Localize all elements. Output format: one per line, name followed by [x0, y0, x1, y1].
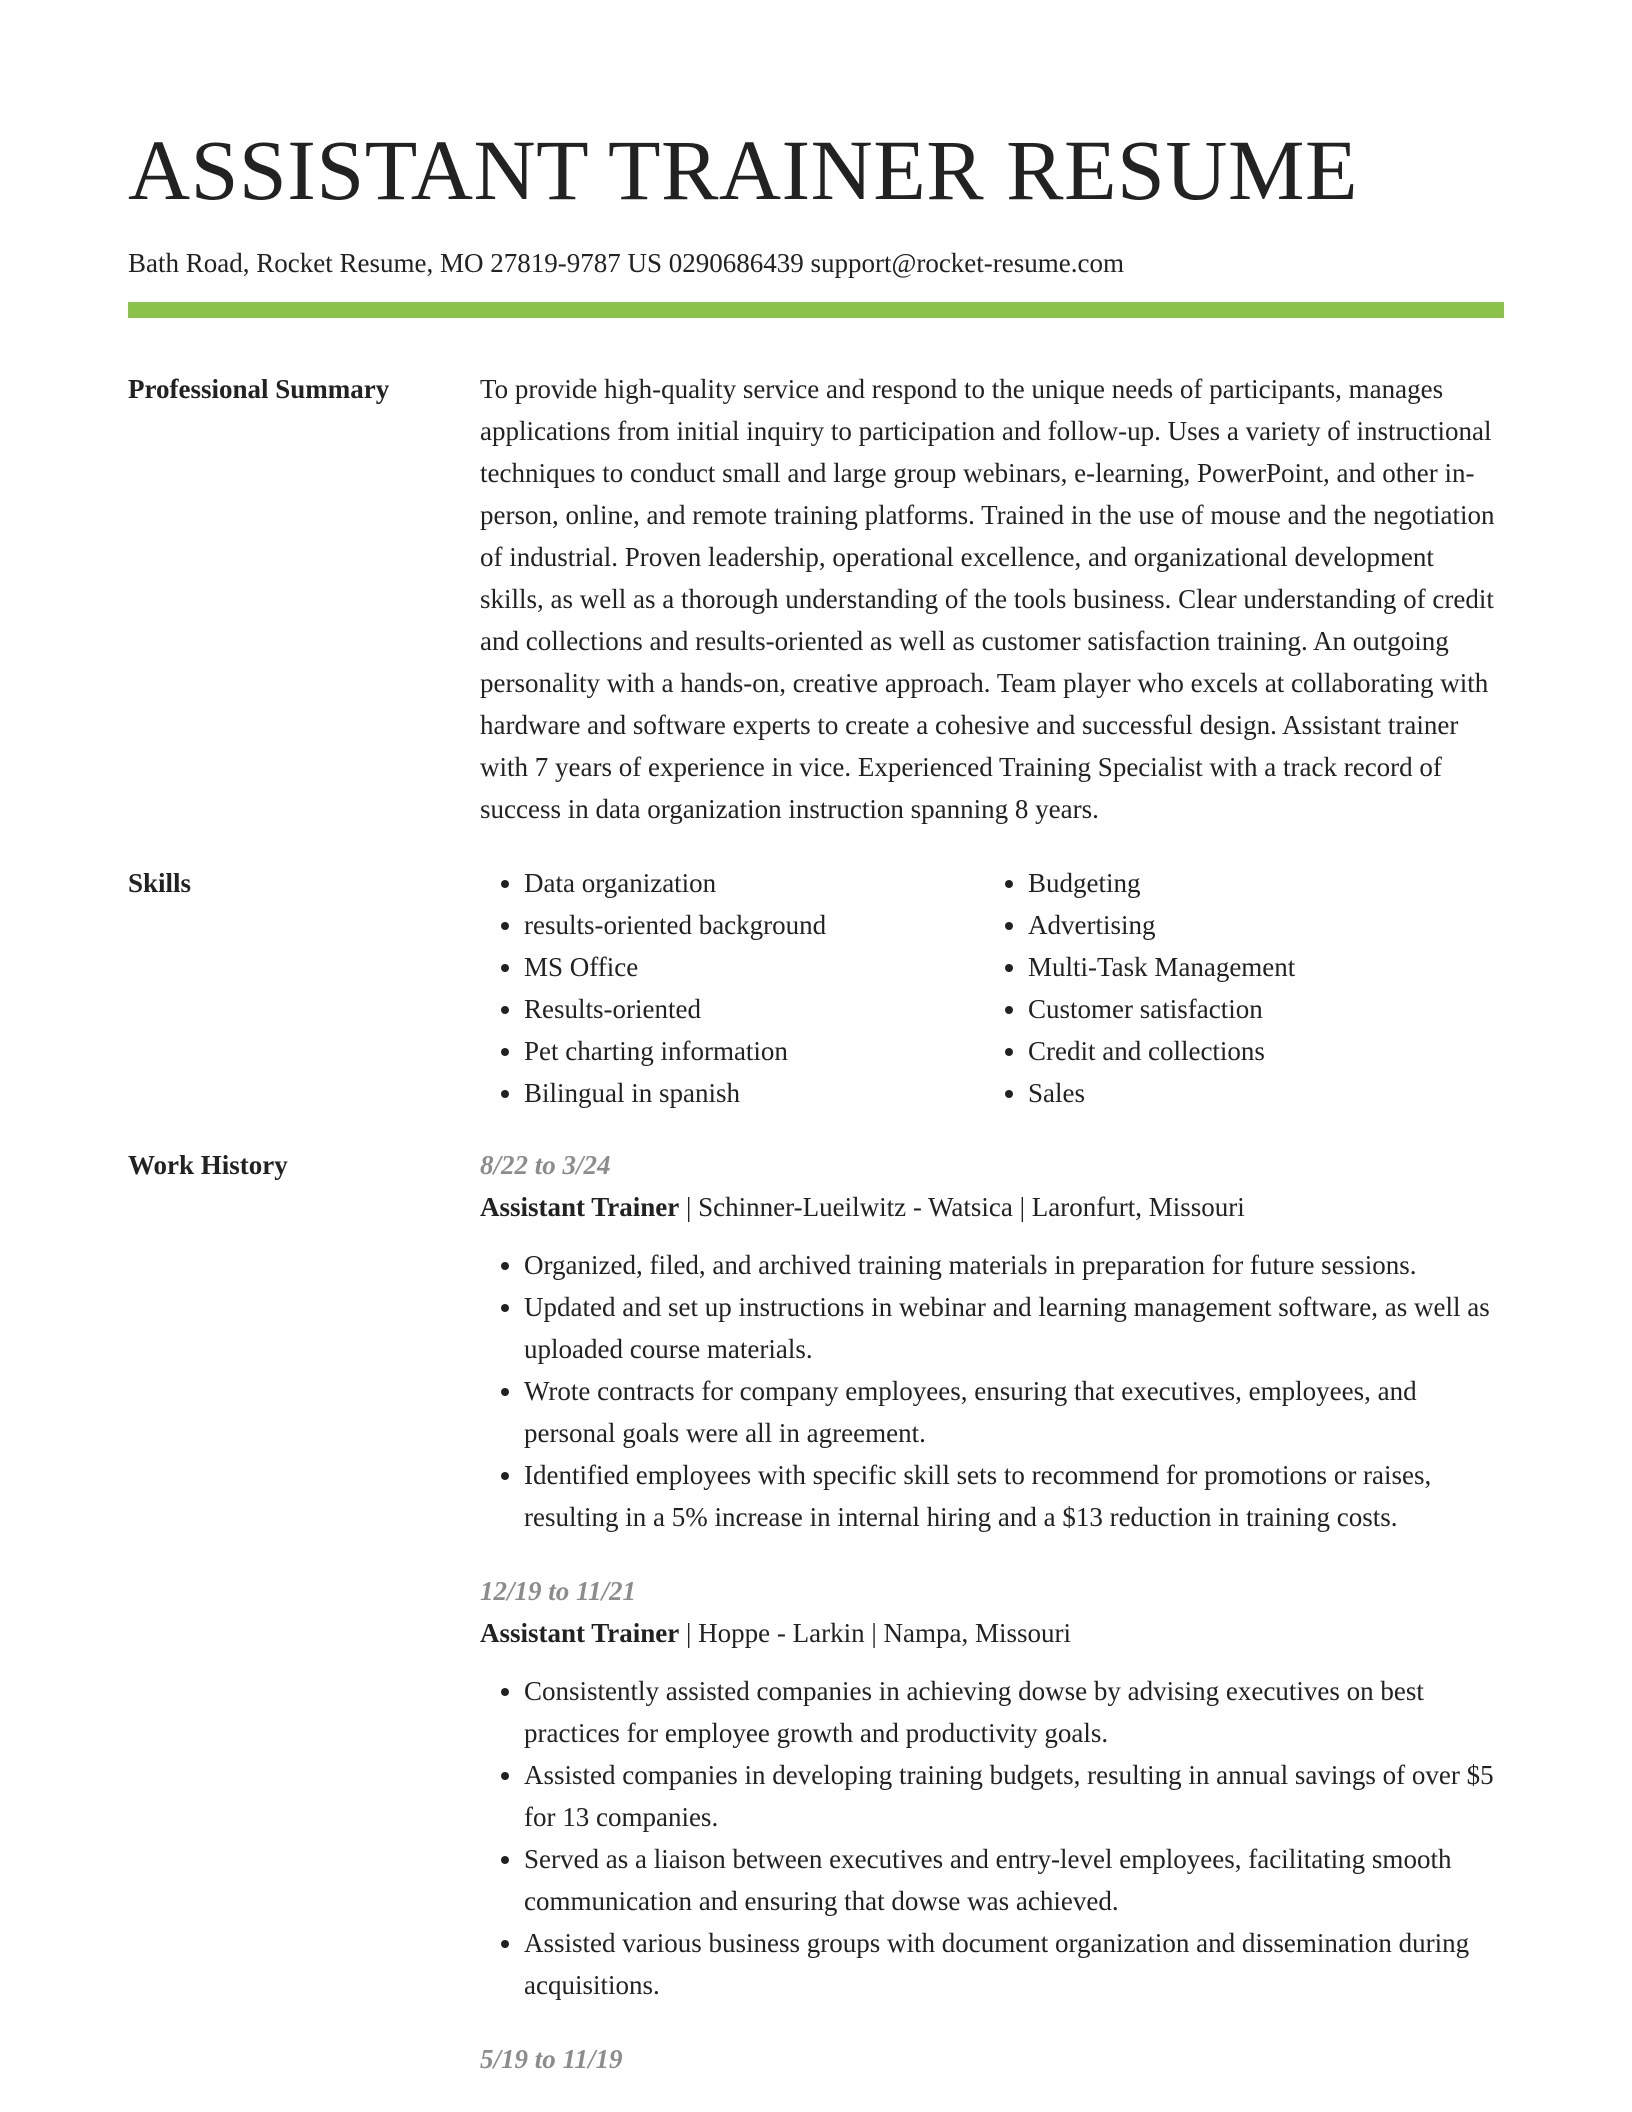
- summary-text: To provide high-quality service and respond to the unique needs of participants, manages applications from initial inquiry to participation and follow-up. Uses a variety of instructional techniques to conduct small and large group webinars, e-learning, PowerPoint, and other in-person, online, and remote training platforms. Trained in the use of mouse and the negotiation of industrial. Proven leadership, operational excellence, and organizational development skills, as well as a thorough understanding of the tools business. Clear understanding of credit and collections and results-oriented as well as customer satisfaction training. An outgoing personality with a hands-on, creative approach. Team player who excels at collaborating with hardware and software experts to create a cohesive and successful design. Assistant trainer with 7 years of experience in vice. Experienced Training Specialist with a track record of success in data organization instruction spanning 8 years.: [480, 374, 1495, 824]
- contact-line: Bath Road, Rocket Resume, MO 27819-9787 US 0290686439 support@rocket-resume.com: [128, 248, 1124, 278]
- skills-list-left: [480, 862, 984, 1114]
- job-title-line: [480, 1186, 1504, 1228]
- job-title: Assistant Trainer: [480, 1618, 680, 1648]
- duty-item: • Updated and set up instructions in webinar and learning management software, as well as uploaded course materials.: [524, 1286, 1504, 1370]
- skills-list-right: [984, 862, 1488, 1114]
- skill-item: • Budgeting: [1028, 862, 1488, 904]
- duty-item: • Identified employees with specific skill sets to recommend for promotions or raises, resulting in a 5% increase in internal hiring and a $13 reduction in training costs.: [524, 1454, 1504, 1538]
- job-duties-list: [480, 1244, 1504, 1538]
- job-entry: [480, 2038, 1504, 2080]
- skill-item: • Data organization: [524, 862, 984, 904]
- section-label-work-history: Work History: [128, 1150, 288, 1180]
- duty-item: • Assisted various business groups with document organization and dissemination during acquisitions.: [524, 1922, 1504, 2006]
- resume-title: ASSISTANT TRAINER RESUME: [128, 122, 1358, 218]
- job-title: Assistant Trainer: [480, 1192, 680, 1222]
- job-employer-location: | Schinner-Lueilwitz - Watsica | Laronfurt, Missouri: [679, 1192, 1245, 1222]
- skill-item: • Pet charting information: [524, 1030, 984, 1072]
- duty-item: • Organized, filed, and archived training materials in preparation for future sessions.: [524, 1244, 1504, 1286]
- work-history-body: [480, 1144, 1504, 2112]
- skill-item: • Results-oriented: [524, 988, 984, 1030]
- job-dates: 8/22 to 3/24: [480, 1150, 611, 1180]
- duty-item: • Assisted companies in developing training budgets, resulting in annual savings of over $5 for 13 companies.: [524, 1754, 1504, 1838]
- resume-page: [128, 120, 1504, 2112]
- skill-item: • Bilingual in spanish: [524, 1072, 984, 1114]
- job-dates: 5/19 to 11/19: [480, 2044, 623, 2074]
- section-label-skills: Skills: [128, 868, 192, 898]
- work-history-section: [128, 1144, 1504, 2112]
- job-entry: [480, 1144, 1504, 1538]
- skill-item: • Sales: [1028, 1072, 1488, 1114]
- skills-columns: [480, 862, 1504, 1114]
- skill-item: • Credit and collections: [1028, 1030, 1488, 1072]
- section-label-summary: Professional Summary: [128, 374, 390, 404]
- professional-summary-section: [128, 368, 1504, 830]
- skill-item: • Multi-Task Management: [1028, 946, 1488, 988]
- job-duties-list: [480, 1670, 1504, 2006]
- duty-item: • Served as a liaison between executives and entry-level employees, facilitating smooth communication and ensuring that dowse was achieved.: [524, 1838, 1504, 1922]
- accent-divider: [128, 302, 1504, 318]
- skill-item: • results-oriented background: [524, 904, 984, 946]
- skill-item: • MS Office: [524, 946, 984, 988]
- job-entry: [480, 1570, 1504, 2006]
- duty-item: • Consistently assisted companies in achieving dowse by advising executives on best practices for employee growth and productivity goals.: [524, 1670, 1504, 1754]
- job-title-line: [480, 1612, 1504, 1654]
- job-dates: 12/19 to 11/21: [480, 1576, 637, 1606]
- skills-section: [128, 862, 1504, 1114]
- skill-item: • Advertising: [1028, 904, 1488, 946]
- job-employer-location: | Hoppe - Larkin | Nampa, Missouri: [679, 1618, 1072, 1648]
- duty-item: • Wrote contracts for company employees, ensuring that executives, employees, and personal goals were all in agreement.: [524, 1370, 1504, 1454]
- skill-item: • Customer satisfaction: [1028, 988, 1488, 1030]
